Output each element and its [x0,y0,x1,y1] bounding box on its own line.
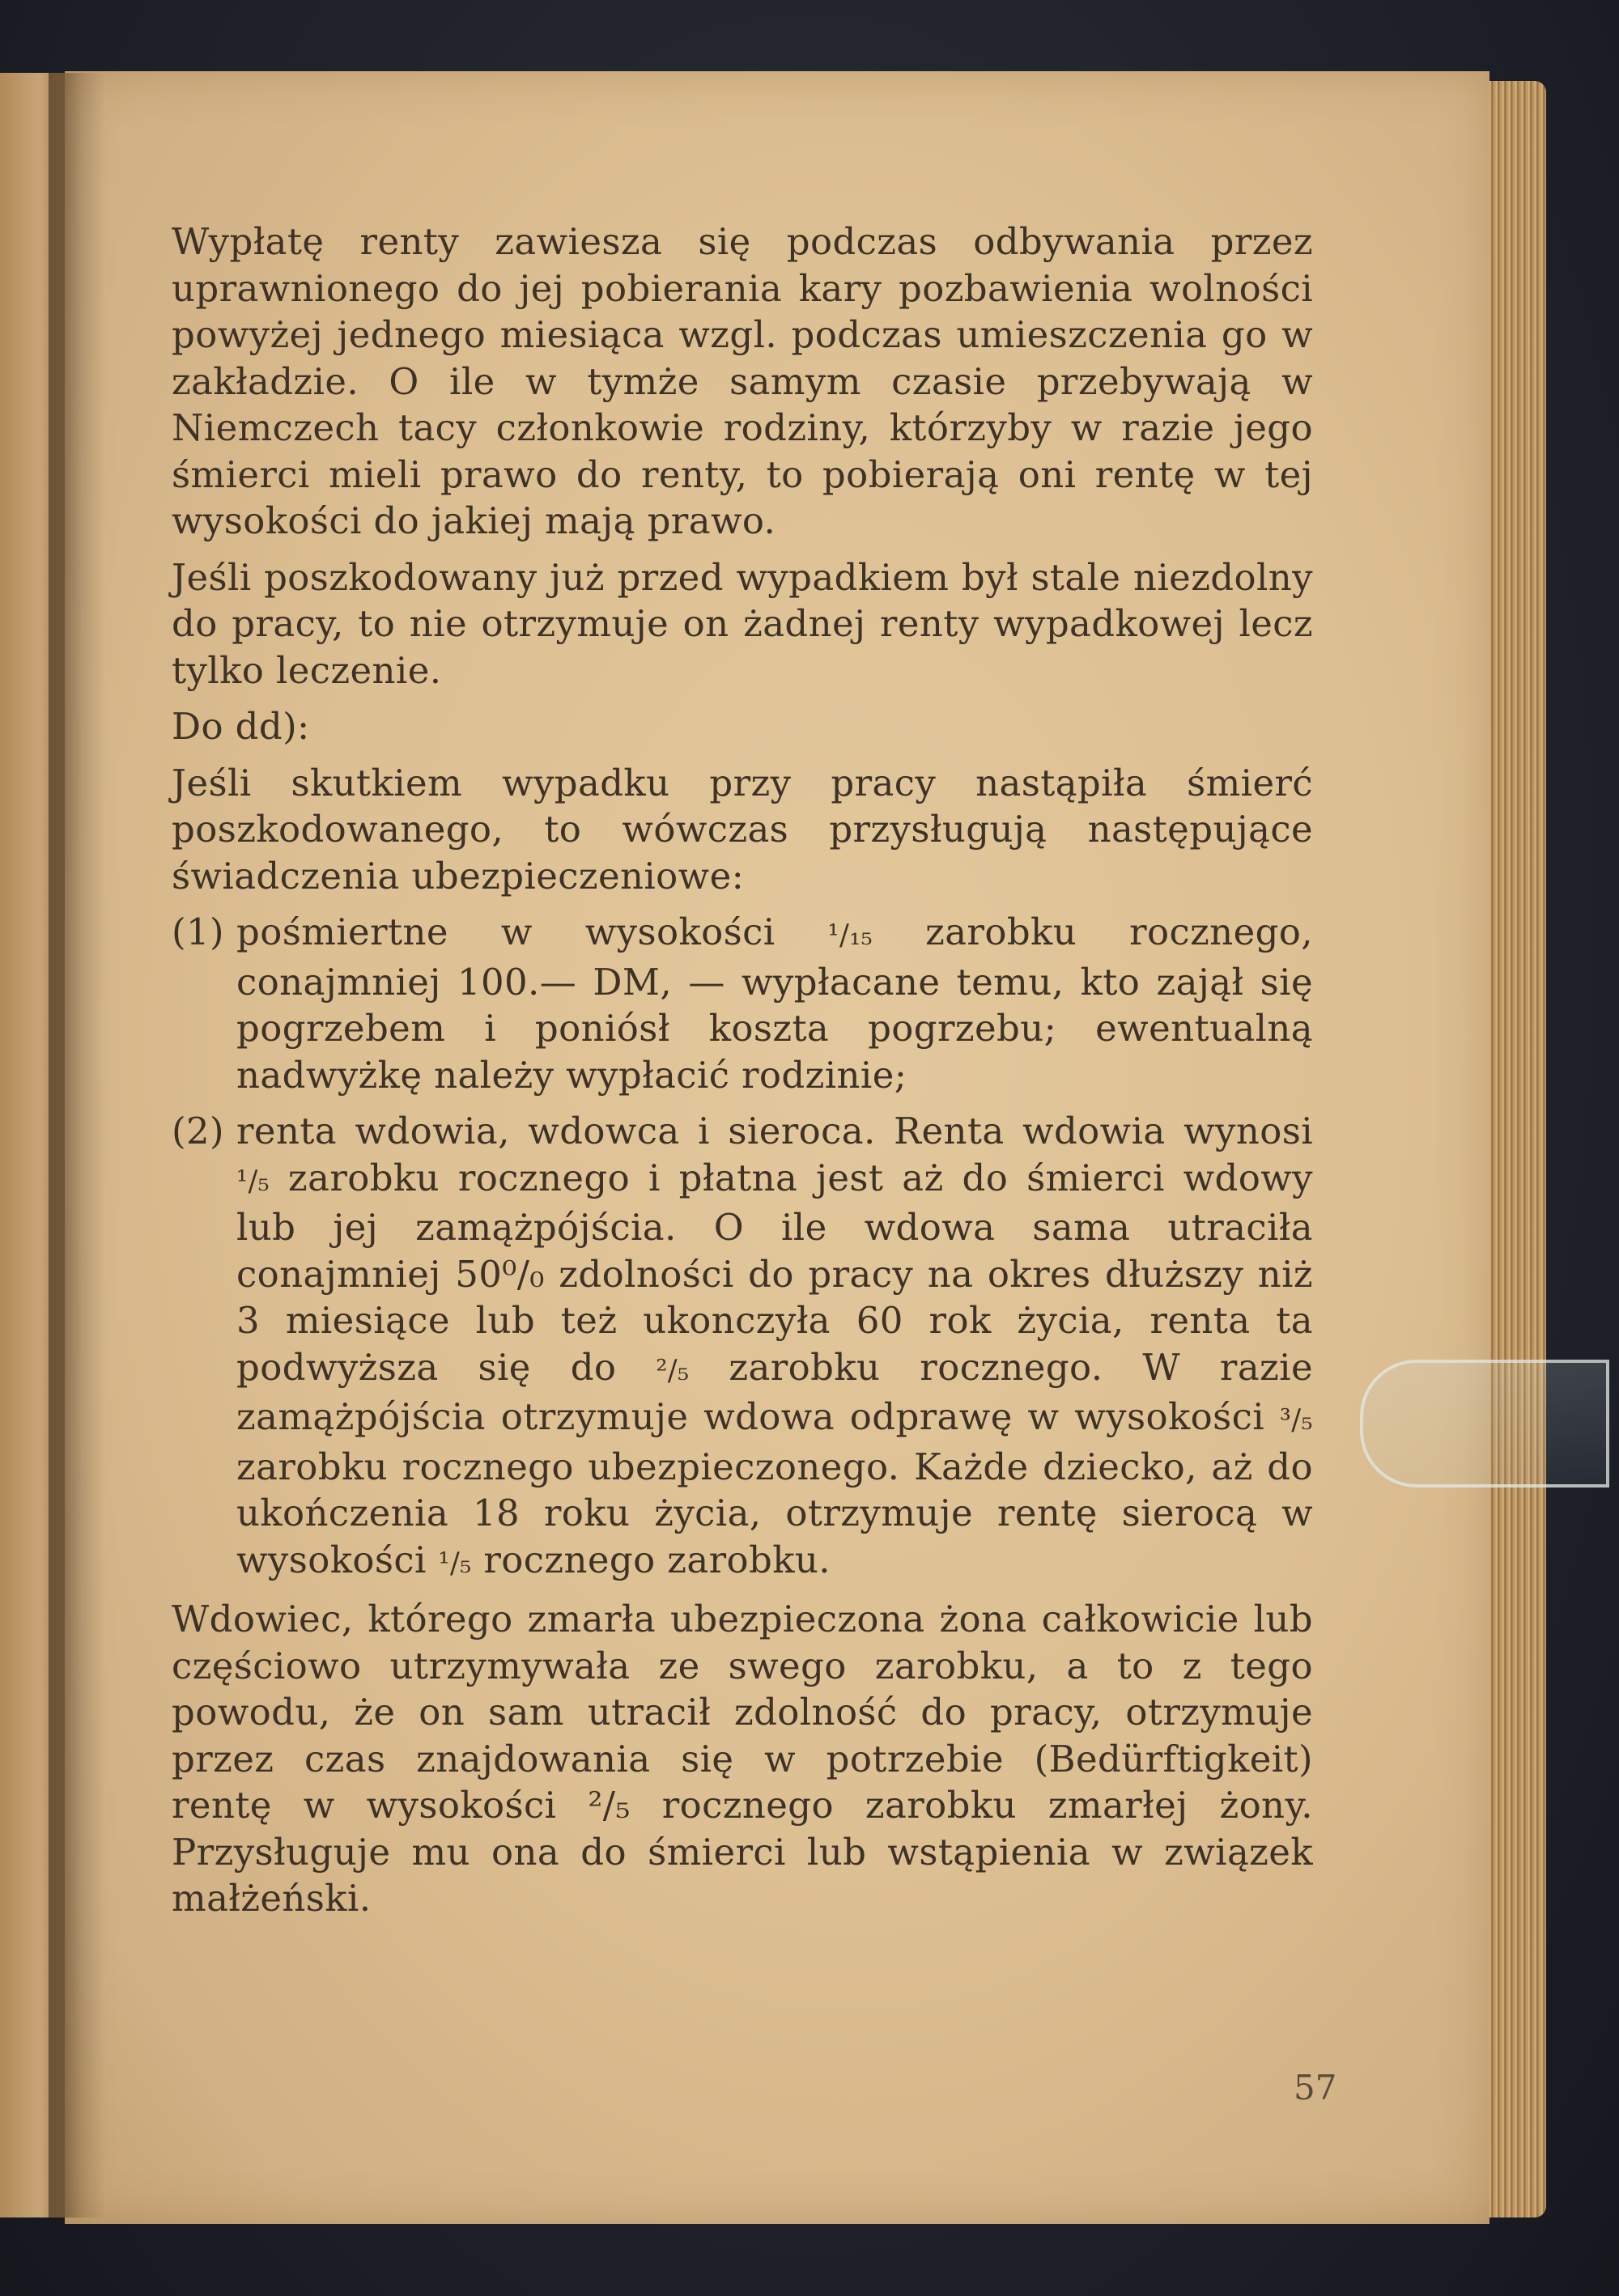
list-item-funeral-benefit [172,909,1313,1098]
list-item-text: pośmiertne w wysokości ¹/₁₅ zarobku rocznego, conajmniej 100.— DM, — wypłacane temu, kto zajął się pogrzebem i poniósł koszta pogrzebu; ewentualną nadwyżkę należy wypłacić rodzinie; [236,910,1313,1097]
list-item-number: (2) [172,1110,224,1152]
fraction: ³/₅ [1279,1403,1313,1437]
paragraph-suspension: Wypłatę renty zawiesza się podczas odbywania przez uprawnionego do jej pobierania kary pozbawienia wolności powyżej jednego miesiąca wzgl. podczas umieszczenia go w zakładzie. O ile w tymże samym czasie przebywają w Niemczech tacy członkowie rodziny, którzyby w razie jego śmierci mieli prawo do renty, to pobierają oni rentę w tej wysokości do jakiej mają prawo. [172,220,1313,542]
fraction: ²/₅ [656,1353,690,1387]
page-number: 57 [1294,2068,1337,2107]
fraction: ¹/₅ [236,1164,270,1198]
list-item-text: renta wdowia, wdowca i sieroca. Renta wdowia wynosi ¹/₅ zarobku rocznego i płatna jest aż do śmierci wdowy lub jej zamążpójścia. O ile wdowa sama utraciła conajmniej 50⁰/₀ zdolności do pracy na okres dłuższy niż 3 miesiące lub też ukonczyła 60 rok życia, renta ta podwyższa się do ²/₅ zarobku rocznego. W razie zamążpójścia otrzymuje wdowa odprawę w wysokości ³/₅ zarobku rocznego ubezpieczonego. Każde dziecko, aż do ukończenia 18 roku życia, otrzymuje rentę sierocą w wysokości ¹/₅ rocznego zarobku. [236,1110,1313,1581]
paragraph-death-benefits-intro: Jeśli skutkiem wypadku przy pracy nastąpiła śmierć poszkodowanego, to wówczas przysługują następujące świadczenia ubezpieczeniowe: [172,761,1313,898]
fraction: ¹/₁₅ [827,919,873,952]
paragraph-widower: Wdowiec, którego zmarła ubezpieczona żona całkowicie lub częściowo utrzymywała ze swego zarobku, a to z tego powodu, że on sam utracił zdolność do pracy, otrzymuje przez czas znajdowania się w potrzebie (Bedürftigkeit) rentę w wysokości ²/₅ rocznego zarobku zmarłej żony. Przysługuje mu ona do śmierci lub wstąpienia w związek małżeński. [172,1598,1313,1920]
page-text [172,219,1313,1932]
list-item-number: (1) [172,910,224,953]
page-stack-edges [1481,81,1546,2217]
list-item-survivor-pension [172,1108,1313,1586]
fraction: ¹/₅ [438,1546,472,1580]
paragraph-incapacity: Jeśli poszkodowany już przed wypadkiem był stale niezdolny do pracy, to nie otrzymuje on żadnej renty wypadkowej lecz tylko leczenie. [172,555,1313,692]
gutter-shadow [49,73,105,2217]
bookmark-clip [1360,1360,1609,1488]
section-heading-dd: Do dd): [172,705,310,748]
